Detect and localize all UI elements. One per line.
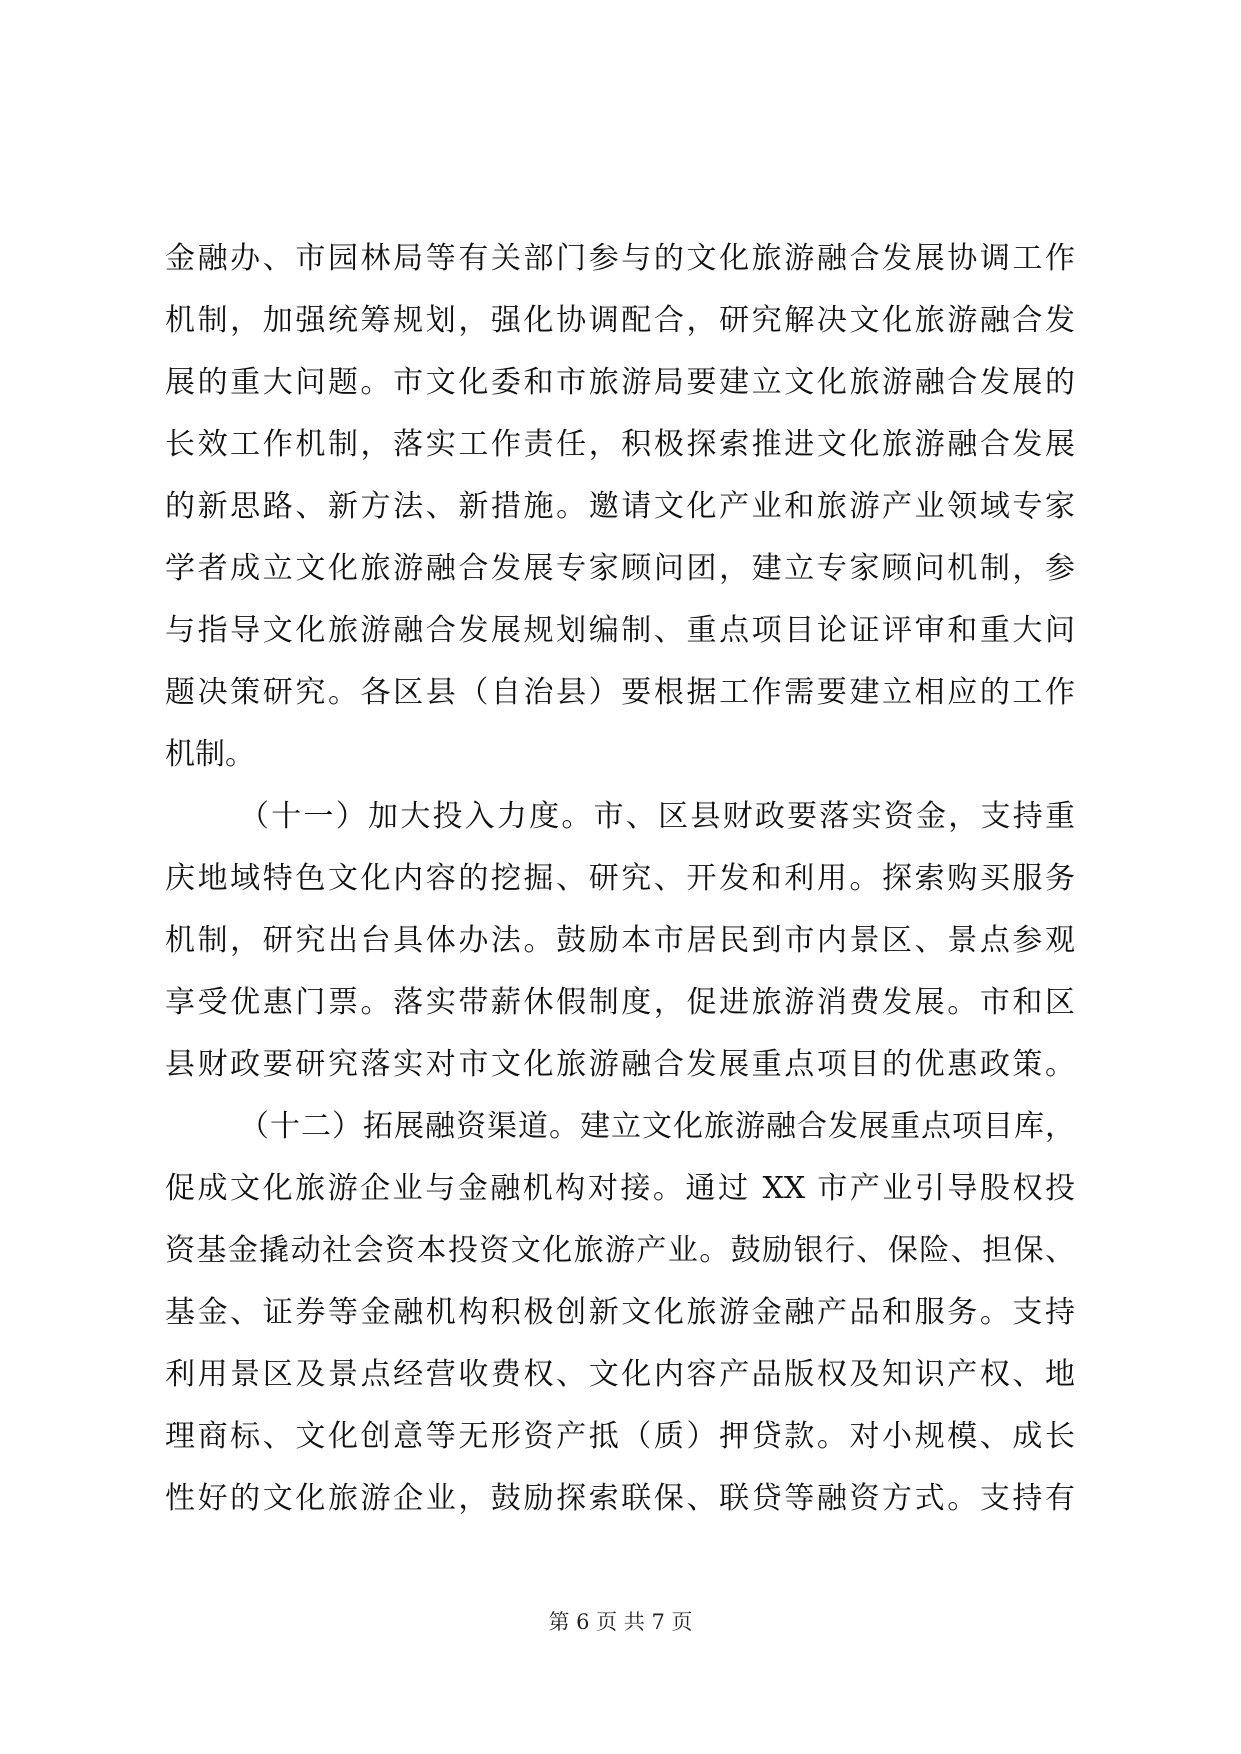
text-line: 促成文化旅游企业与金融机构对接。通过 XX 市产业引导股权投 bbox=[165, 1171, 1075, 1206]
text-line: 学者成立文化旅游融合发展专家顾问团，建立专家顾问机制，参 bbox=[165, 551, 1075, 586]
text-line: 资基金撬动社会资本投资文化旅游产业。鼓励银行、保险、担保、 bbox=[165, 1233, 1075, 1268]
text-line: 的新思路、新方法、新措施。邀请文化产业和旅游产业领域专家 bbox=[165, 489, 1075, 524]
paragraph-start-line: （十一）加大投入力度。市、区县财政要落实资金，支持重 bbox=[239, 799, 1075, 834]
text-line: 享受优惠门票。落实带薪休假制度，促进旅游消费发展。市和区 bbox=[165, 985, 1075, 1020]
body-text bbox=[165, 228, 1075, 1530]
text-line: 金融办、市园林局等有关部门参与的文化旅游融合发展协调工作 bbox=[165, 241, 1075, 276]
text-line: 机制。 bbox=[165, 737, 255, 772]
text-line: 展的重大问题。市文化委和市旅游局要建立文化旅游融合发展的 bbox=[165, 365, 1075, 400]
text-line: 县财政要研究落实对市文化旅游融合发展重点项目的优惠政策。 bbox=[165, 1047, 1075, 1082]
text-line: 理商标、文化创意等无形资产抵（质）押贷款。对小规模、成长 bbox=[165, 1419, 1075, 1454]
text-line: 与指导文化旅游融合发展规划编制、重点项目论证评审和重大问 bbox=[165, 613, 1075, 648]
text-line: 长效工作机制，落实工作责任，积极探索推进文化旅游融合发展 bbox=[165, 427, 1075, 462]
text-line: 题决策研究。各区县（自治县）要根据工作需要建立相应的工作 bbox=[165, 675, 1075, 710]
text-line: 机制，研究出台具体办法。鼓励本市居民到市内景区、景点参观 bbox=[165, 923, 1075, 958]
text-line: 庆地域特色文化内容的挖掘、研究、开发和利用。探索购买服务 bbox=[165, 861, 1075, 896]
paragraph-start-line: （十二）拓展融资渠道。建立文化旅游融合发展重点项目库， bbox=[239, 1109, 1075, 1144]
text-line: 性好的文化旅游企业，鼓励探索联保、联贷等融资方式。支持有 bbox=[165, 1481, 1075, 1516]
page-number-footer: 第 6 页 共 7 页 bbox=[548, 1610, 693, 1634]
text-line: 利用景区及景点经营收费权、文化内容产品版权及知识产权、地 bbox=[165, 1357, 1075, 1392]
text-line: 机制，加强统筹规划，强化协调配合，研究解决文化旅游融合发 bbox=[165, 303, 1075, 338]
text-line: 基金、证券等金融机构积极创新文化旅游金融产品和服务。支持 bbox=[165, 1295, 1075, 1330]
